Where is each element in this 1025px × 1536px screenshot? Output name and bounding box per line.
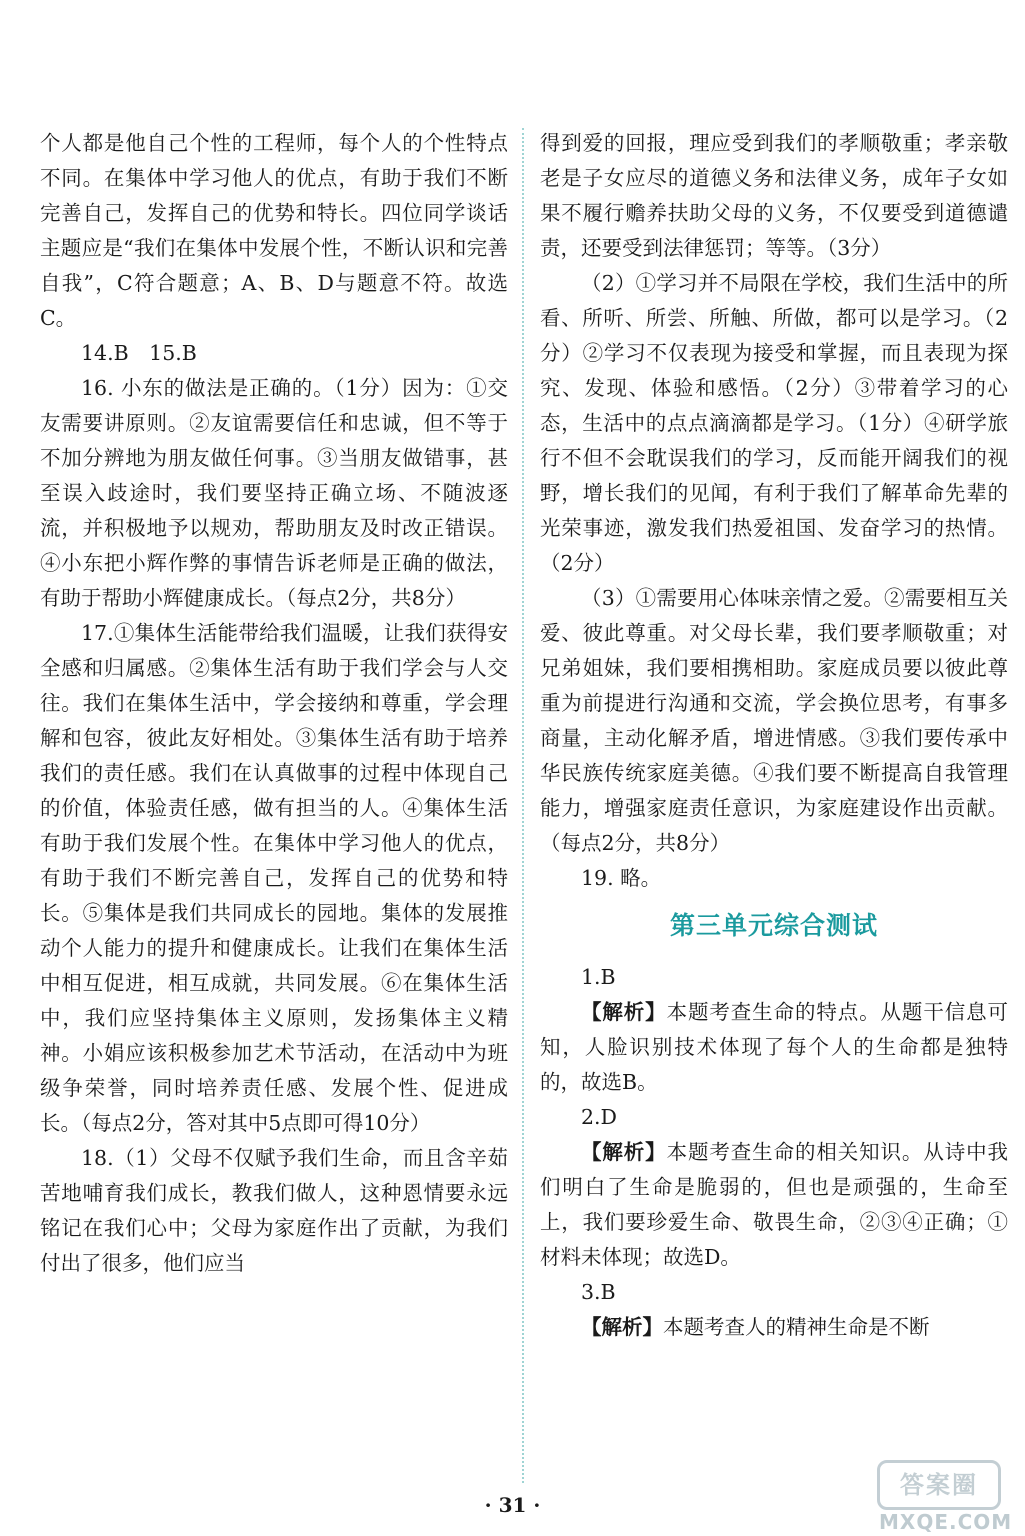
paragraph: 个人都是他自己个性的工程师，每个人的个性特点不同。在集体中学习他人的优点，有助于我们不断完善自己，发挥自己的优势和特长。四位同学谈话主题应是“我们在集体中发展个性，不断认识和完善自我”，C符合题意；A、B、D与题意不符。故选C。 — [40, 131, 508, 330]
question-number: 2.D — [581, 1105, 617, 1129]
paragraph: 16. 小东的做法是正确的。（1分）因为：①交友需要讲原则。②友谊需要信任和忠诚，但不等于不加分辨地为朋友做任何事。③当朋友做错事，甚至误入歧途时，我们要坚持正确立场、不随波逐流，并积极地予以规劝，帮助朋友及时改正错误。④小东把小辉作弊的事情告诉老师是正确的做法，有助于帮助小辉健康成长。（每点2分，共8分） — [40, 376, 508, 610]
analysis-text: 本题考查人的精神生命是不断 — [663, 1315, 930, 1339]
paragraph: 14.B 15.B — [81, 341, 197, 365]
analysis-text: 本题考查生命的相关知识。从诗中我们明白了生命是脆弱的，但也是顽强的，生命至上，我们要珍爱生命、敬畏生命，②③④正确；①材料未体现；故选D。 — [540, 1140, 1009, 1269]
analysis-paragraph — [540, 1135, 1008, 1275]
watermark — [877, 1460, 1013, 1534]
analysis-paragraph — [540, 1310, 1008, 1345]
analysis-tag: 【解析】 — [581, 1315, 663, 1339]
analysis-tag: 【解析】 — [581, 1140, 667, 1164]
analysis-tag: 【解析】 — [581, 1000, 667, 1024]
column-divider — [522, 128, 524, 1483]
right-column — [540, 126, 1008, 1345]
question-number: 3.B — [581, 1280, 616, 1304]
paragraph: 19. 略。 — [581, 866, 662, 890]
left-column — [40, 126, 508, 1281]
page-number: · 31 · — [484, 1493, 541, 1517]
paragraph: （2）①学习并不局限在学校，我们生活中的所看、所听、所尝、所触、所做，都可以是学习。（2分）②学习不仅表现为接受和掌握，而且表现为探究、发现、体验和感悟。（2分）③带着学习的心态，生活中的点点滴滴都是学习。（1分）④研学旅行不但不会耽误我们的学习，反而能开阔我们的视野，增长我们的见闻，有利于我们了解革命先辈的光荣事迹，激发我们热爱祖国、发奋学习的热情。（2分） — [540, 271, 1008, 575]
paragraph: 17.①集体生活能带给我们温暖，让我们获得安全感和归属感。②集体生活有助于我们学会与人交往。我们在集体生活中，学会接纳和尊重，学会理解和包容，彼此友好相处。③集体生活有助于培养我们的责任感。我们在认真做事的过程中体现自己的价值，体验责任感，做有担当的人。④集体生活有助于我们发展个性。在集体中学习他人的优点，有助于我们不断完善自己，发挥自己的优势和特长。⑤集体是我们共同成长的园地。集体的发展推动个人能力的提升和健康成长。让我们在集体生活中相互促进，相互成就，共同发展。⑥在集体生活中，我们应坚持集体主义原则，发扬集体主义精神。小娟应该积极参加艺术节活动，在活动中为班级争荣誉，同时培养责任感、发展个性、促进成长。（每点2分，答对其中5点即可得10分） — [40, 621, 508, 1135]
paragraph: 18.（1）父母不仅赋予我们生命，而且含辛茹苦地哺育我们成长，教我们做人，这种恩情要永远铭记在我们心中；父母为家庭作出了贡献，为我们付出了很多，他们应当 — [40, 1146, 508, 1275]
paragraph: 得到爱的回报，理应受到我们的孝顺敬重；孝亲敬老是子女应尽的道德义务和法律义务，成年子女如果不履行赡养扶助父母的义务，不仅要受到道德谴责，还要受到法律惩罚；等等。（3分） — [540, 131, 1008, 260]
paragraph: （3）①需要用心体味亲情之爱。②需要相互关爱、彼此尊重。对父母长辈，我们要孝顺敬重；对兄弟姐妹，我们要相携相助。家庭成员要以彼此尊重为前提进行沟通和交流，学会换位思考，有事多商量，主动化解矛盾，增进情感。③我们要传承中华民族传统家庭美德。④我们要不断提高自我管理能力，增强家庭责任意识，为家庭建设作出贡献。（每点2分，共8分） — [540, 586, 1008, 855]
analysis-paragraph — [540, 995, 1008, 1100]
question-number: 1.B — [581, 965, 616, 989]
unit-title: 第三单元综合测试 — [669, 911, 878, 940]
watermark-badge: 答案圈 — [877, 1460, 1001, 1510]
watermark-url: MXQE.COM — [879, 1510, 1013, 1534]
analysis-text: 本题考查生命的特点。从题干信息可知，人脸识别技术体现了每个人的生命都是独特的，故选B。 — [540, 1000, 1009, 1094]
